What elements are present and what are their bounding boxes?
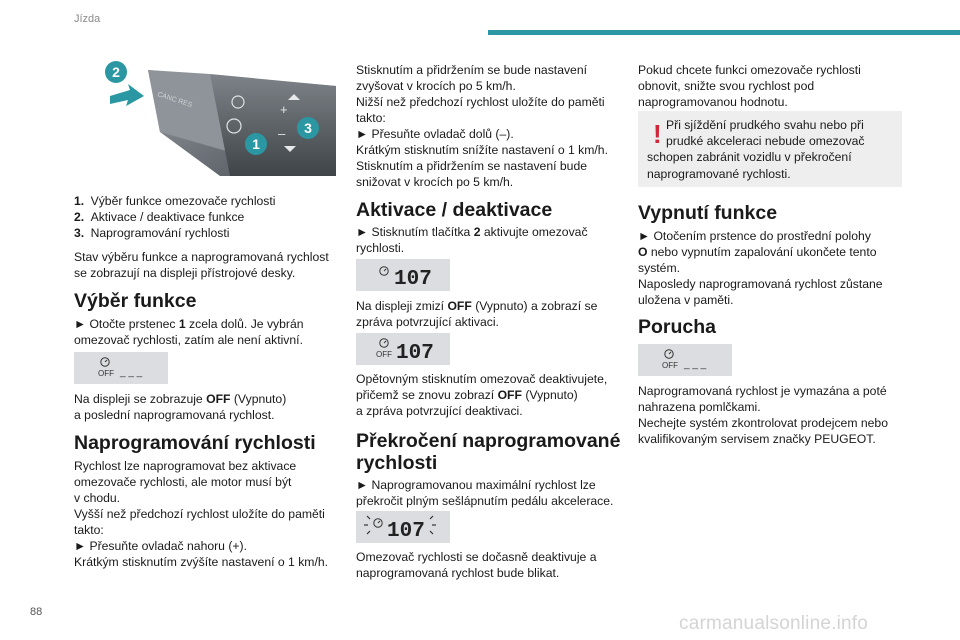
- speed-value: 107: [387, 520, 425, 543]
- warning-text: Při sjíždění prudkého svahu nebo při prudké akceleraci nebude omezovač schopen zabránit vozidlu v překročení naprogramované rychlosti.: [647, 118, 865, 181]
- heading-aktivace: Aktivace / deaktivace: [356, 199, 553, 221]
- por-line-2: nahrazena pomlčkami.: [638, 400, 761, 414]
- status-intro-line-1: Stav výběru funkce a naprogramovaná rychlost: [74, 250, 329, 264]
- akt-line-1: ► Stisknutím tlačítka 2 aktivujte omezovač: [356, 225, 588, 239]
- heading-prekroceni-1: Překročení naprogramované: [356, 430, 621, 452]
- prog-line-4: Vyšší než předchozí rychlost uložíte do paměti: [74, 507, 325, 521]
- c2-top-line-3: Nižší než předchozí rychlost uložíte do paměti: [356, 95, 605, 109]
- prekr-line-1: ► Naprogramovanou maximální rychlost lze: [356, 478, 596, 492]
- minus-sign: –: [278, 126, 286, 141]
- por-line-3: Nechejte systém zkontrolovat prodejcem nebo: [638, 416, 888, 430]
- prog-line-3: v chodu.: [74, 491, 121, 505]
- por-line-1: Naprogramovaná rychlost je vymazána a poté: [638, 384, 887, 398]
- display-off-dashes-2: [638, 344, 732, 376]
- callout-1: [245, 133, 267, 155]
- prog-line-2: omezovače rychlosti, ale motor musí být: [74, 475, 292, 489]
- legend-item-2: 2. Aktivace / deaktivace funkce: [74, 210, 245, 224]
- display-speed-off: [356, 333, 450, 365]
- section-title: Jízda: [74, 13, 101, 25]
- vyber-line-1: ► Otočte prstenec 1 zcela dolů. Je vybrán: [74, 317, 304, 331]
- c2-top-line-5: ► Přesuňte ovladač dolů (–).: [356, 127, 514, 141]
- display-speed-active: [356, 259, 450, 291]
- vyp-line-2: O nebo vypnutím zapalování ukončete tento: [638, 245, 877, 259]
- vyp-line-1: ► Otočením prstence do prostřední polohy: [638, 229, 871, 243]
- c2-top-line-4: takto:: [356, 111, 386, 125]
- after-off-line-2: a poslední naprogramovaná rychlost.: [74, 408, 275, 422]
- legend-item-1: 1. Výběr funkce omezovače rychlosti: [74, 194, 276, 208]
- heading-porucha: Porucha: [638, 316, 717, 338]
- off-label: OFF: [662, 361, 678, 370]
- watermark: carmanualsonline.info: [679, 613, 869, 634]
- off-label: OFF: [376, 350, 392, 359]
- svg-text:3: 3: [304, 120, 312, 136]
- after-deact-line-3: a zpráva potvrzující deaktivaci.: [356, 404, 523, 418]
- callout-2: [105, 61, 127, 83]
- vyp-line-5: uložena v paměti.: [638, 293, 734, 307]
- off-label: OFF: [98, 369, 114, 378]
- svg-text:1: 1: [252, 136, 260, 152]
- plus-sign: +: [280, 102, 288, 117]
- warning-icon: !: [653, 119, 662, 149]
- prog-line-5: takto:: [74, 523, 104, 537]
- blink-line-2: naprogramovaná rychlost bude blikat.: [356, 566, 560, 580]
- c2-top-line-7: Stisknutím a přidržením se nastavení bude: [356, 159, 588, 173]
- prekr-line-2: překročit plným sešlápnutím pedálu akcelerace.: [356, 494, 614, 508]
- after-act-line-1: Na displeji zmizí OFF (Vypnuto) a zobrazí se: [356, 299, 598, 313]
- display-speed-blinking: [356, 511, 450, 543]
- prog-line-6: ► Přesuňte ovladač nahoru (+).: [74, 539, 247, 553]
- after-off-line-1: Na displeji se zobrazuje OFF (Vypnuto): [74, 392, 287, 406]
- legend-item-3: 3. Naprogramování rychlosti: [74, 226, 230, 240]
- vyber-line-2: omezovač rychlosti, zatím ale není aktivní.: [74, 333, 303, 347]
- svg-text:2: 2: [112, 64, 120, 80]
- after-act-line-2: zpráva potvrzující aktivaci.: [356, 315, 499, 329]
- lever-canc-label: CANC RES: [156, 91, 193, 110]
- c2-top-line-1: Stisknutím a přidržením se bude nastavení: [356, 63, 588, 77]
- dashes-label: _ _ _: [684, 359, 707, 370]
- c3-top-line-1: Pokud chcete funkci omezovače rychlosti: [638, 63, 861, 77]
- prog-line-1: Rychlost lze naprogramovat bez aktivace: [74, 459, 297, 473]
- c3-top-line-2: obnovit, snižte svou rychlost pod: [638, 79, 815, 93]
- vyp-line-3: systém.: [638, 261, 680, 275]
- heading-naprogramovani: Naprogramování rychlosti: [74, 432, 316, 454]
- prog-line-7: Krátkým stisknutím zvýšíte nastavení o 1 km/h.: [74, 555, 328, 569]
- heading-vyber-funkce: Výběr funkce: [74, 290, 197, 312]
- c2-top-line-6: Krátkým stisknutím snížíte nastavení o 1 km/h.: [356, 143, 608, 157]
- page-number: 88: [30, 606, 43, 618]
- c2-top-line-2: zvyšovat v krocích po 5 km/h.: [356, 79, 516, 93]
- callout-3: [297, 117, 319, 139]
- after-deact-line-1: Opětovným stisknutím omezovač deaktivujete,: [356, 372, 608, 386]
- blink-line-1: Omezovač rychlosti se dočasně deaktivuje a: [356, 550, 597, 564]
- por-line-4: kvalifikovaným servisem značky PEUGEOT.: [638, 432, 876, 446]
- display-off-dashes-1: [74, 352, 168, 384]
- after-deact-line-2: přičemž se znovu zobrazí OFF (Vypnuto): [356, 388, 578, 402]
- header-accent-bar: [488, 30, 960, 35]
- heading-vypnuti: Vypnutí funkce: [638, 202, 778, 224]
- speed-value: 107: [394, 268, 432, 291]
- akt-line-2: rychlosti.: [356, 241, 405, 255]
- dashes-label: _ _ _: [120, 367, 143, 378]
- vyp-line-4: Naposledy naprogramovaná rychlost zůstane: [638, 277, 883, 291]
- speed-limiter-lever-figure: [100, 60, 336, 176]
- c3-top-line-3: naprogramovanou hodnotu.: [638, 95, 788, 109]
- heading-prekroceni-2: rychlosti: [356, 452, 438, 474]
- status-intro-line-2: se zobrazují na displeji přístrojové desky.: [74, 266, 296, 280]
- speed-value: 107: [396, 342, 434, 365]
- c2-top-line-8: snižovat v krocích po 5 km/h.: [356, 175, 514, 189]
- warning-box: [638, 111, 902, 187]
